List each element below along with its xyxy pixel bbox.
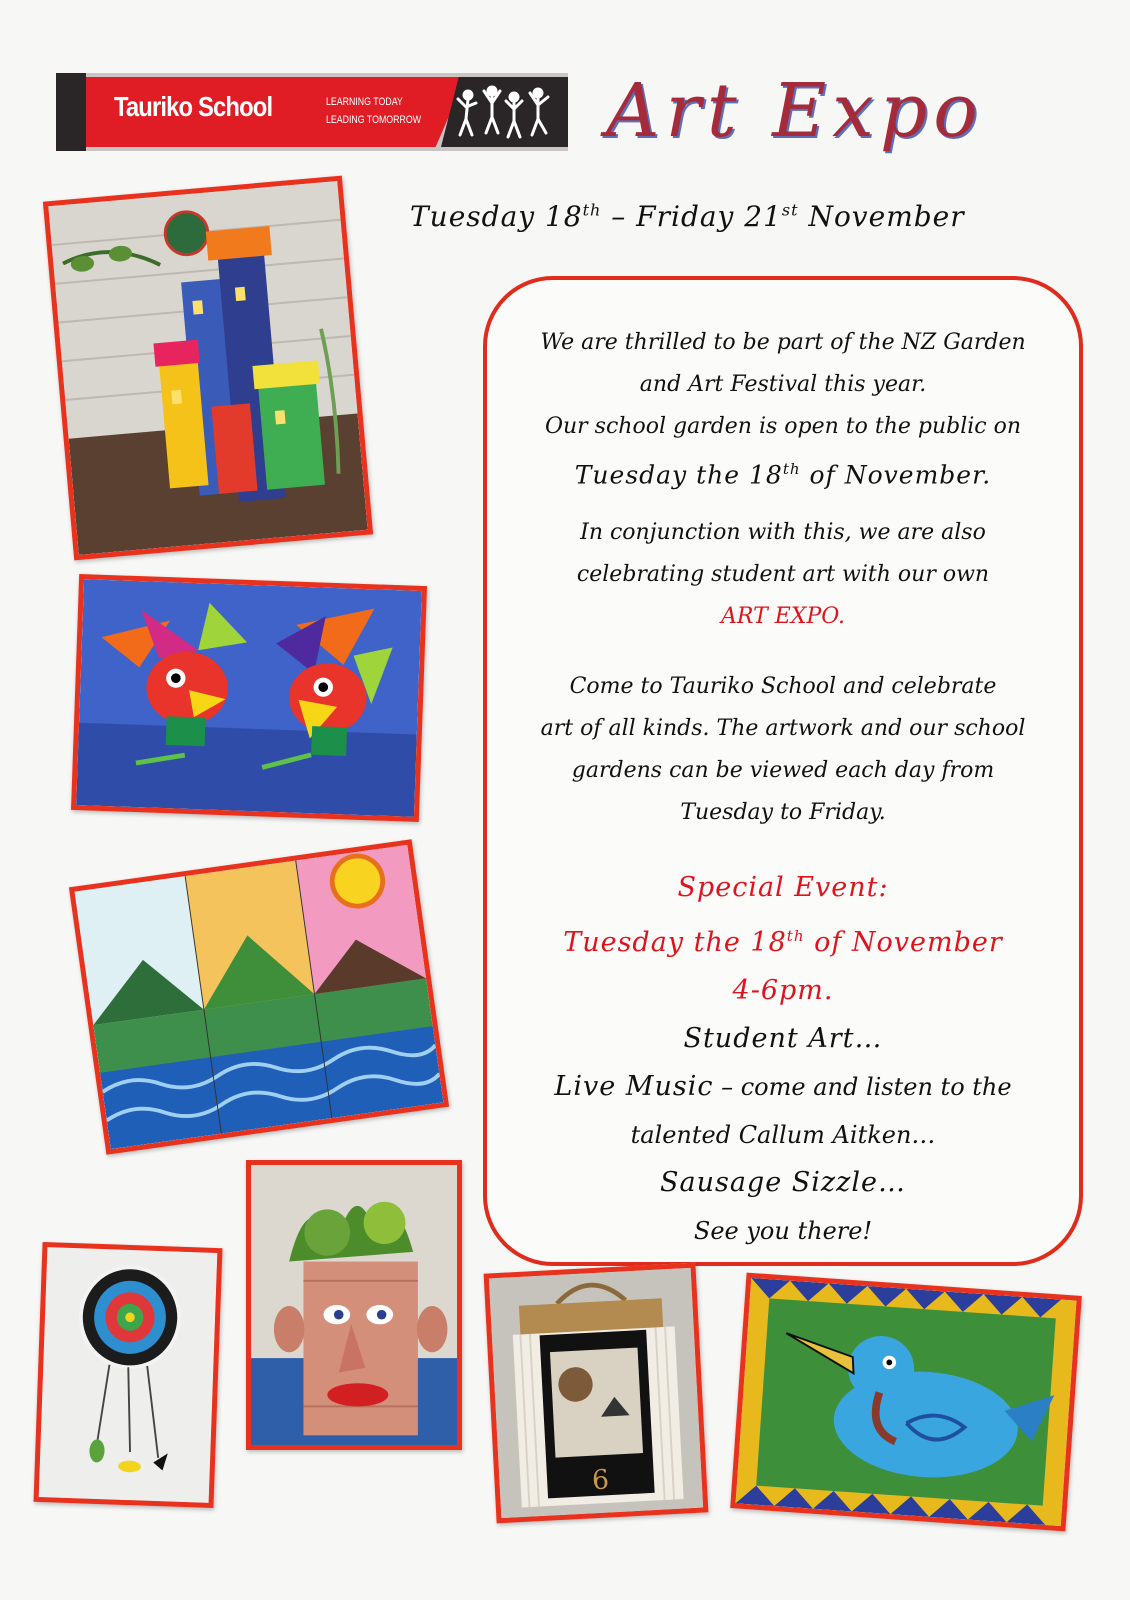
intro-line3: Our school garden is open to the public on [544, 414, 1022, 439]
live-music-label: Live Music [554, 1071, 714, 1102]
end-date-suffix: st [781, 200, 799, 220]
visit-paragraph [517, 666, 1049, 834]
event-info-box [483, 276, 1083, 1266]
special-date-day: Tuesday the 18 [563, 927, 787, 958]
photo-framed-weaving [484, 1263, 709, 1524]
conjunction-line2: celebrating student art with our own [576, 562, 990, 587]
end-date: Friday 21 [636, 200, 782, 233]
intro-date-suffix: th [782, 460, 801, 478]
start-date-suffix: th [582, 200, 602, 220]
school-tagline [326, 93, 421, 129]
intro-line2: and Art Festival this year. [639, 372, 927, 397]
special-event-date [507, 912, 1059, 967]
tagline-line1: LEARNING TODAY [326, 96, 403, 108]
photo-tin-can-planter [246, 1160, 462, 1450]
visit-line4: Tuesday to Friday. [680, 800, 886, 825]
special-date-month: of November [804, 927, 1003, 958]
closing-line: See you there! [693, 1217, 873, 1245]
banner-dark-block [56, 73, 86, 151]
art-expo-highlight: ART EXPO. [721, 604, 845, 629]
special-event-section [507, 864, 1059, 1255]
event-item-live-music [507, 1063, 1059, 1111]
special-event-time: 4-6pm. [732, 975, 834, 1006]
intro-date: Tuesday the 18 [574, 460, 783, 490]
photo-pot-castle [43, 176, 373, 561]
svg-text:6: 6 [591, 1464, 610, 1497]
conjunction-line1: In conjunction with this, we are also [580, 520, 986, 545]
visit-line2: art of all kinds. The artwork and our school [540, 716, 1026, 741]
special-date-suffix: th [786, 927, 805, 945]
photo-landscape-painting [69, 839, 449, 1155]
intro-line1: We are thrilled to be part of the NZ Garden [540, 330, 1026, 355]
live-music-performer: talented Callum Aitken… [630, 1121, 936, 1149]
event-item-sausage-sizzle: Sausage Sizzle… [660, 1167, 906, 1198]
conjunction-paragraph [517, 512, 1049, 638]
visit-line1: Come to Tauriko School and celebrate [569, 674, 997, 699]
tagline-line2: LEADING TOMORROW [326, 114, 422, 126]
intro-line4 [517, 448, 1049, 496]
date-separator: – [601, 200, 637, 233]
start-date: Tuesday 18 [410, 200, 583, 233]
photo-bird-painting [730, 1273, 1082, 1532]
special-event-label: Special Event: [677, 872, 889, 903]
photo-feather-birds [71, 574, 427, 822]
school-logo-banner [56, 73, 568, 151]
event-item-student-art: Student Art… [683, 1023, 883, 1054]
school-name: Tauriko School [114, 91, 273, 122]
jumping-children-icon [454, 83, 564, 143]
live-music-desc: – come and listen to the [713, 1073, 1012, 1101]
visit-line3: gardens can be viewed each day from [571, 758, 995, 783]
intro-paragraph [517, 322, 1049, 496]
event-dates [410, 200, 965, 233]
intro-date-month: of November. [800, 460, 992, 490]
date-month: November [798, 200, 965, 233]
page-title: Art Expo [606, 68, 984, 154]
photo-dreamcatcher [34, 1242, 223, 1508]
